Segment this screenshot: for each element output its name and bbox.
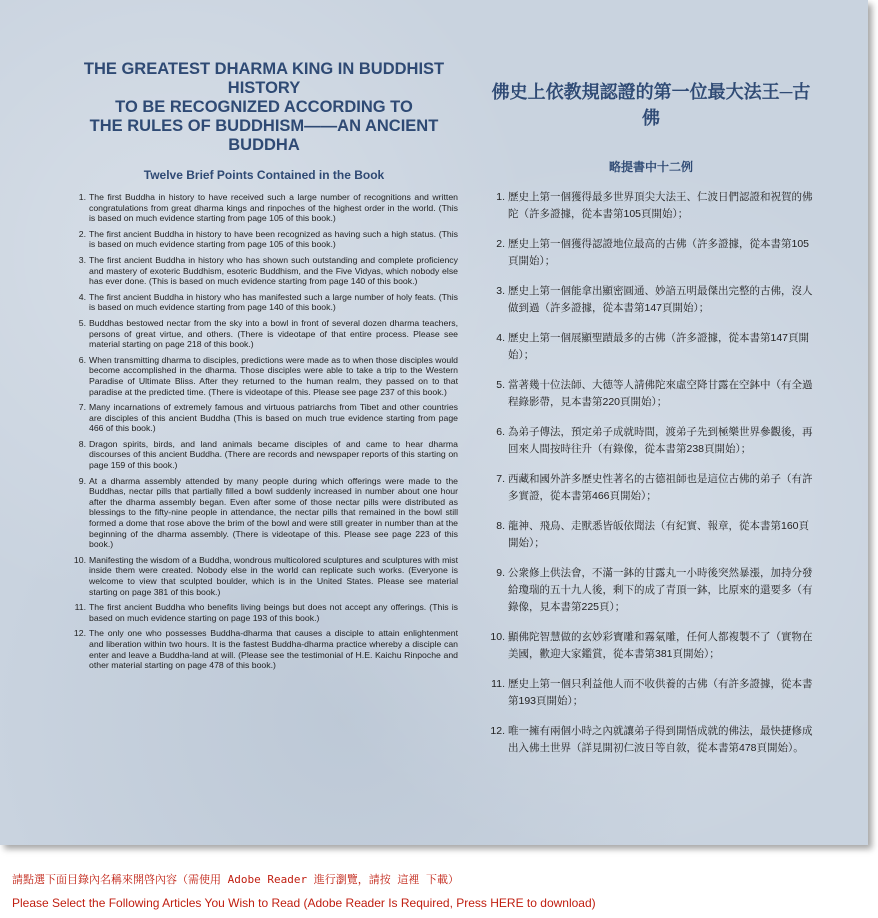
point-text: 歷史上第一個展顯聖蹟最多的古佛（許多證據，從本書第147頁開始）； (508, 332, 810, 361)
point-text: Dragon spirits, birds, and land animals became disciples of and came to hear dharma discourses of this ancient Buddha. (There are records and newspaper reports of this starting on page 159 of this book.) (89, 438, 458, 471)
point-text: Buddhas bestowed nectar from the sky into a bowl in front of several dozen dharma teachers, persons of great virtue, and others. (There is videotape of that entire process. Please see material starting on page 218 of this book.) (89, 317, 458, 350)
point-text: The first Buddha in history to have received such a large number of recognitions and written congratulations from great dharma kings and rinpoches of the highest order in the world. (This is based on much evidence starting from page 105 of this book.) (89, 192, 458, 224)
chinese-point (487, 629, 815, 663)
chinese-point (487, 471, 815, 505)
point-number: 5. (496, 379, 505, 391)
point-number: 3. (78, 254, 86, 265)
english-point (70, 255, 458, 287)
chinese-title: 佛史上依教規認證的第一位最大法王─古佛 (491, 82, 811, 128)
chinese-point (487, 236, 815, 270)
point-text: The first ancient Buddha in history who has shown such outstanding and complete proficiency and mastery of exoteric Buddhism, esoteric Buddhism, and the Five Vidyas, which nobody else has ever done. (This is based on much evidence starting from page 140 of this book.) (89, 254, 458, 287)
point-text: When transmitting dharma to disciples, predictions were made as to when those disciples would become accomplished in the dharma. Those disciples were able to take a trip to the Western Paradise of Ultimate Bliss. After they returned to the human realm, they passed on to that paradise at the predicted time. (There is videotape of this. Please see page 237 of this book.) (89, 354, 458, 397)
chinese-point (487, 723, 815, 757)
point-number: 7. (496, 473, 505, 485)
point-number: 2. (496, 238, 505, 250)
point-text: The first ancient Buddha in history who has manifested such a large number of holy feats. (This is based on much evidence starting from page 140 of this book.) (89, 291, 458, 313)
chinese-subtitle: 略提書中十二例 (608, 160, 693, 174)
english-point (70, 628, 458, 670)
point-number: 5. (78, 317, 86, 328)
chinese-point (487, 283, 815, 317)
english-title (70, 60, 458, 155)
english-point (70, 555, 458, 597)
point-number: 8. (496, 520, 505, 532)
point-text: The only one who possesses Buddha-dharma that causes a disciple to attain enlightenment and liberation within two hours. It is the fastest Buddha-dharma practice whereby a disciple can enter and leave a Buddha-land at will. (Please see the testimonial of H.E. Kaichu Rinpoche and other material starting on page 478 of this book.) (89, 628, 458, 671)
point-number: 1. (78, 192, 86, 202)
english-point (70, 318, 458, 350)
english-point (70, 602, 458, 623)
point-text: The first ancient Buddha in history to have been recognized as having such a high status. (This is based on much evidence starting from page 105 of this book.) (89, 228, 458, 250)
english-column (70, 60, 458, 676)
chinese-point (487, 424, 815, 458)
point-text: 當著幾十位法師、大德等人請佛陀來虛空降甘露在空鉢中（有全過程錄影帶，見本書第220頁開始）； (508, 379, 813, 408)
point-text: Many incarnations of extremely famous and virtuous patriarchs from Tibet and other countries are disciples of this ancient Buddha (This is based on much true evidence starting from page 466 of this book.) (89, 402, 458, 434)
point-text: At a dharma assembly attended by many people during which offerings were made to the Buddhas, nectar pills that partially filled a bowl suddenly increased in number about one hour after the dharma assembly began. Even after some of those nectar pills were distributed as blessings to the fifty-nine people in attendance, the nectar pills that remained in the bowl still formed a dome that rose above the brim of the bowl and were still greater in number than at the beginning of the dharma assembly. (There is videotape of this. Please see page 223 of this book.) (89, 475, 458, 550)
english-point (70, 402, 458, 434)
chinese-point (487, 518, 815, 552)
point-number: 12. (73, 628, 86, 639)
chinese-point (487, 377, 815, 411)
point-number: 10. (73, 554, 86, 565)
point-number: 9. (78, 475, 86, 486)
english-point (70, 439, 458, 471)
point-number: 11. (74, 602, 86, 613)
chinese-column (487, 68, 815, 770)
point-text: 歷史上第一個獲得最多世界頂尖大法王、仁波日們認證和祝賀的佛陀（許多證據，從本書第105頁開始）； (508, 191, 813, 220)
point-text: Manifesting the wisdom of a Buddha, wondrous multicolored sculptures and sculptures with mist inside them were created. Nobody else in the world can replicate such works. (Everyone is welcome to view that sculpted boulder, which is in the United States. Please see material starting on page 381 of this book.) (89, 554, 458, 597)
english-points-list (70, 192, 458, 671)
point-text: The first ancient Buddha who benefits living beings but does not accept any offerings. (This is based on much evidence starting on page 193 of this book.) (89, 602, 458, 623)
point-number: 4. (496, 332, 505, 344)
point-number: 6. (78, 354, 86, 365)
english-point (70, 192, 458, 224)
footer-english-instruction[interactable]: Please Select the Following Articles You Wish to Read (Adobe Reader Is Required, Press HERE to download) (12, 896, 596, 910)
point-text: 龍神、飛鳥、走獸悉皆皈依聞法（有紀實、報章，從本書第160頁開始）； (508, 520, 810, 549)
chinese-point (487, 330, 815, 364)
point-number: 3. (496, 285, 505, 297)
point-text: 歷史上第一個只利益他人而不收供養的古佛（有許多證據，從本書第193頁開始）； (508, 678, 813, 707)
point-number: 4. (78, 291, 86, 302)
point-number: 8. (78, 438, 86, 449)
english-point (70, 355, 458, 397)
point-number: 9. (496, 567, 505, 579)
english-title-line: TO BE RECOGNIZED ACCORDING TO (115, 98, 413, 116)
point-text: 顯佛陀智慧做的玄妙彩寶雕和霧氣雕，任何人都複製不了（實物在美國，歡迎大家鑑賞，從本書第381頁開始）； (508, 631, 813, 660)
point-number: 2. (78, 228, 86, 239)
english-point (70, 476, 458, 550)
point-text: 西藏和國外許多歷史性著名的古德祖師也是這位古佛的弟子（有許多實證，從本書第466頁開始）； (508, 473, 813, 502)
point-number: 6. (496, 426, 505, 438)
point-number: 12. (490, 725, 505, 737)
point-number: 1. (496, 191, 505, 203)
point-number: 7. (78, 402, 86, 413)
english-point (70, 229, 458, 250)
english-point (70, 292, 458, 313)
english-subtitle: Twelve Brief Points Contained in the Book (143, 168, 385, 182)
point-text: 唯一擁有兩個小時之內就讓弟子得到開悟成就的佛法，最快捷修成出入佛土世界（詳見開初仁波日等自敘，從本書第478頁開始）。 (508, 725, 813, 754)
chinese-point (487, 565, 815, 616)
point-number: 11. (491, 678, 505, 690)
chinese-points-list (487, 189, 815, 757)
english-title-line: THE RULES OF BUDDHISM——AN ANCIENT BUDDHA (89, 117, 439, 154)
english-title-line: THE GREATEST DHARMA KING IN BUDDHIST HISTORY (83, 60, 445, 97)
chinese-point (487, 676, 815, 710)
point-text: 歷史上第一個獲得認證地位最高的古佛（許多證據，從本書第105頁開始）； (508, 238, 810, 267)
point-number: 10. (490, 631, 505, 643)
footer-chinese-instruction[interactable]: 請點選下面目錄內名稱來開啓內容（需使用 Adobe Reader 進行瀏覽，請按 這裡 下載） (12, 873, 459, 886)
point-text: 公衆修上供法會，不滿一鉢的甘露丸一小時後突然暴漲，加持分發給瓊瑞的五十九人後，剩下的成了青頂一鉢，比原來的還要多（有錄像，見本書第225頁）； (508, 567, 813, 613)
point-text: 歷史上第一個能拿出顯密圓通、妙諳五明最傑出完整的古佛，沒人做到過（許多證據，從本書第147頁開始）； (508, 285, 813, 314)
point-text: 為弟子傳法，預定弟子成就時間，渡弟子先到極樂世界參觀後，再回來人間按時往升（有錄像，從本書第238頁開始）； (508, 426, 813, 455)
chinese-point (487, 189, 815, 223)
